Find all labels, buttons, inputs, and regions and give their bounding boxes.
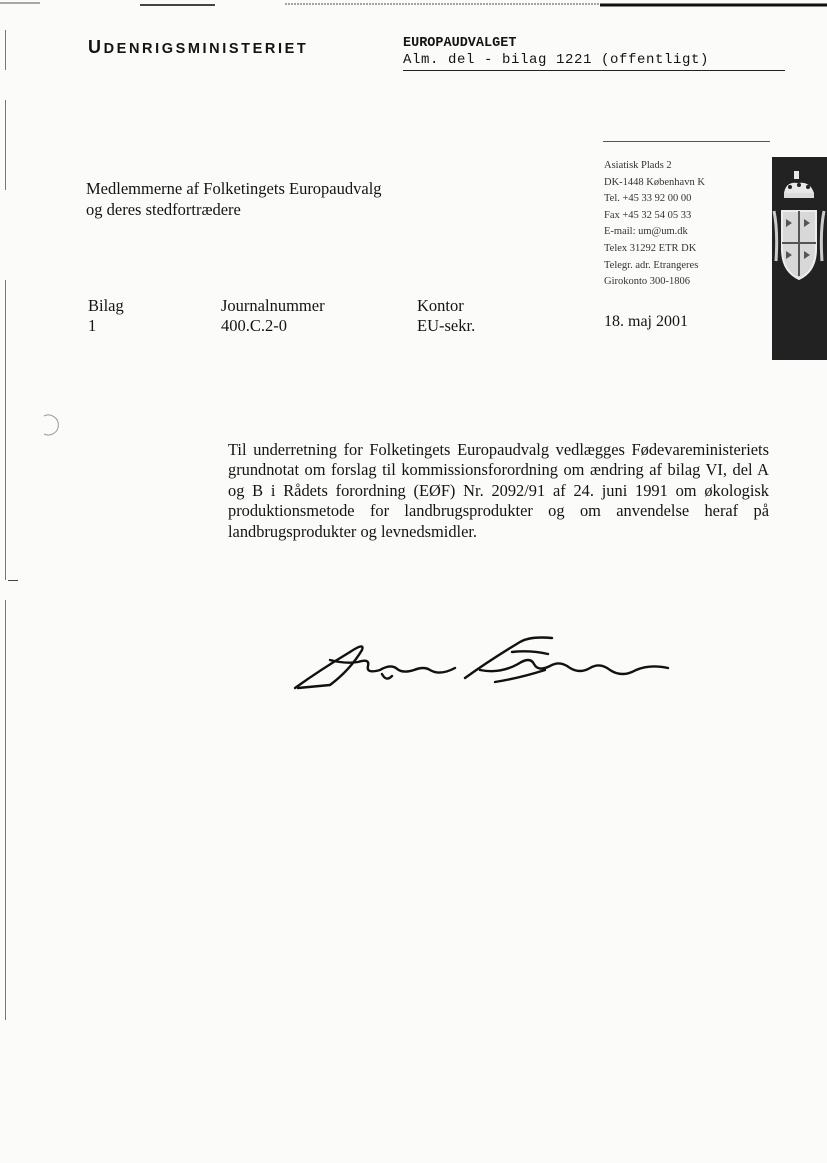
scan-edge-artifact [0,0,827,9]
stamp-underline [403,70,785,71]
recipient-line: og deres stedfortrædere [86,200,241,219]
address-line: Girokonto 300-1806 [604,276,691,288]
recipient-line: Medlemmerne af Folketingets Europaudvalg [86,179,382,198]
ministry-name-rest: DENRIGSMINISTERIET [103,41,309,57]
recipient-block [86,178,382,220]
bilag-label: Bilag [88,296,124,315]
address-line: DK-1448 København K [604,176,705,188]
journal-field [221,296,325,336]
kontor-field [417,296,475,336]
margin-mark [5,100,6,190]
letter-body: Til underretning for Folketingets Europaudvalg vedlægges Fødevareministeriets grundnotat om forslag til kommissionsforordning om ændring af bilag VI, del A og B i Rådets forordning (EØF) Nr. 2092/91 af 24. juni 1991 om økologisk produktionsmetode for landbrugsprodukter og om anvendelse heraf på landbrugsprodukter og levnedsmidler. [228,440,769,541]
bilag-field [88,296,124,336]
margin-tick [8,580,18,581]
margin-mark [5,280,6,580]
journal-label: Journalnummer [221,296,325,315]
committee-stamp: EUROPAUDVALGET [403,36,517,51]
address-line: E-mail: um@um.dk [604,226,688,238]
margin-mark [5,600,6,1020]
handwritten-signature [290,630,680,700]
ministry-letterhead [88,37,308,58]
ministry-initial: U [88,37,104,57]
margin-mark [5,30,6,70]
address-line: Fax +45 32 54 05 33 [604,209,692,221]
kontor-value: EU-sekr. [417,316,476,335]
letter-date: 18. maj 2001 [604,313,688,330]
royal-coat-of-arms-icon [772,171,827,291]
address-line: Tel. +45 33 92 00 00 [604,193,692,205]
kontor-label: Kontor [417,296,464,315]
address-line: Asiatisk Plads 2 [604,160,672,171]
bilag-value: 1 [88,316,97,335]
journal-value: 400.C.2-0 [221,316,287,335]
sender-address [604,158,705,291]
address-line: Telegr. adr. Etrangeres [604,259,699,271]
crest-block [772,157,827,360]
address-rule [603,141,770,142]
reference-stamp: Alm. del - bilag 1221 (offentligt) [403,52,710,68]
address-line: Telex 31292 ETR DK [604,242,697,254]
punch-hole-mark [34,410,64,440]
